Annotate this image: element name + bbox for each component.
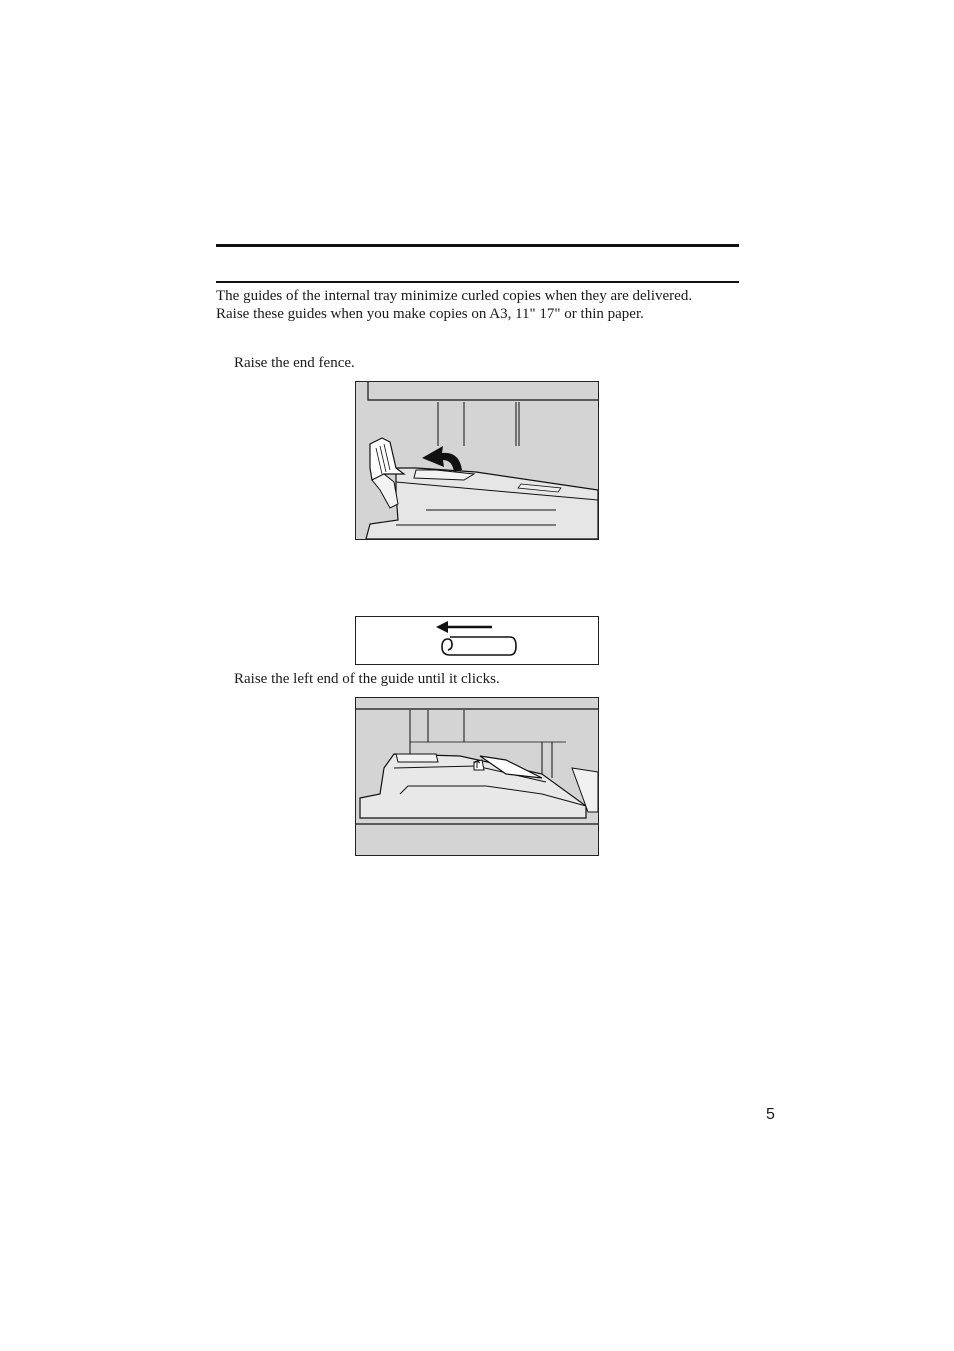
heading-rule-bottom <box>216 281 739 283</box>
step-2-text: Raise the left end of the guide until it clicks. <box>234 671 500 687</box>
end-fence-illustration <box>355 381 599 540</box>
intro-line-2: Raise these guides when you make copies on A3, 11" 17" or thin paper. <box>216 305 644 322</box>
curled-paper-icon <box>355 616 599 665</box>
intro-paragraph <box>216 288 756 323</box>
intro-line-1: The guides of the internal tray minimize curled copies when they are delivered. <box>216 288 693 304</box>
guide-raise-illustration <box>355 697 599 856</box>
step-1-text: Raise the end fence. <box>234 355 355 371</box>
page-number: 5 <box>766 1106 775 1123</box>
heading-rule-top <box>216 244 739 247</box>
